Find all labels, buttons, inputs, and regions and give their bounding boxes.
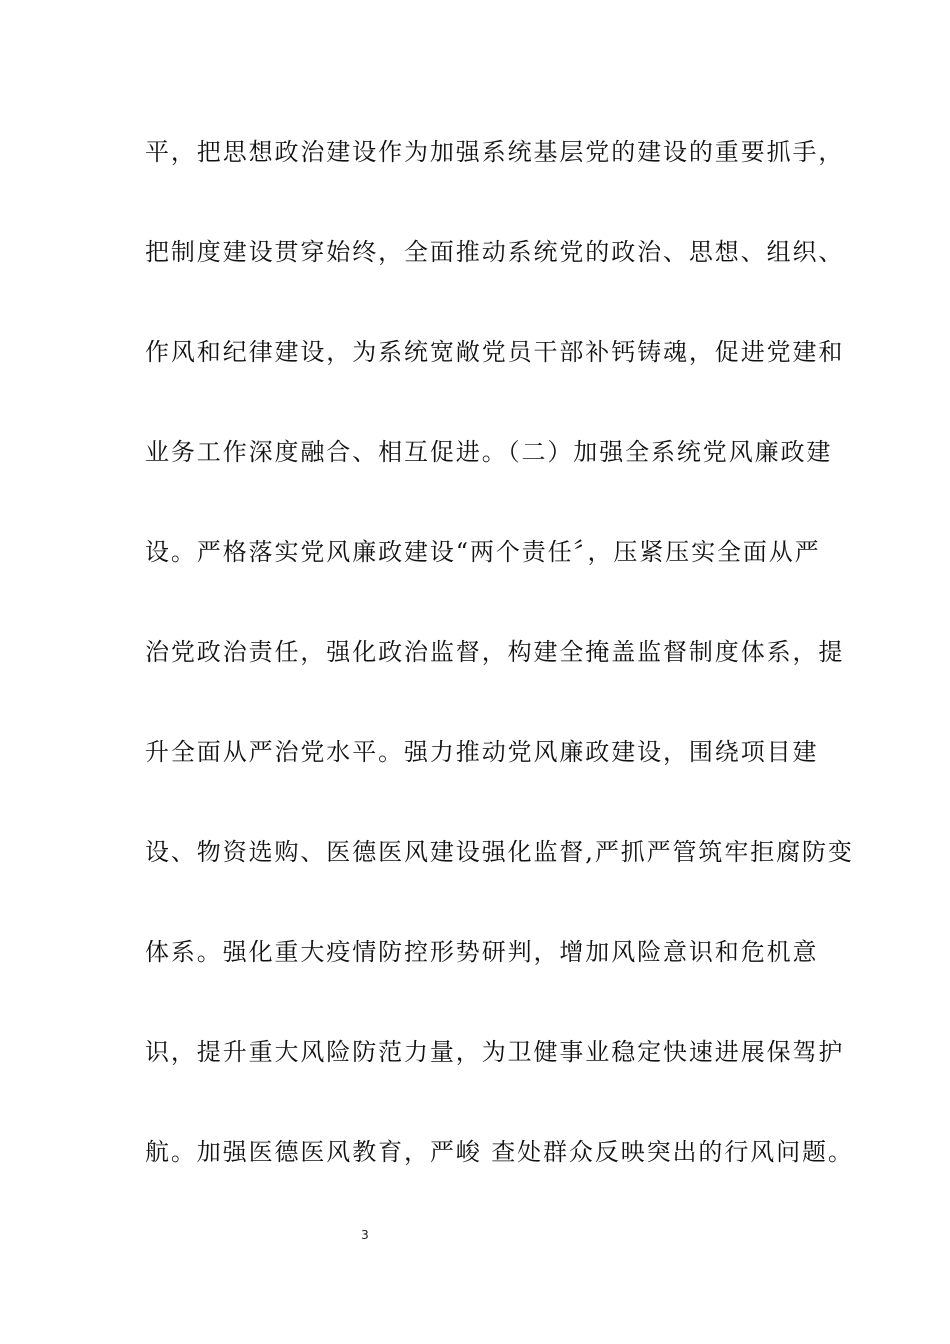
text-line: 把制度建设贯穿始终，全面推动系统党的政治、思想、组织、 [145,238,845,266]
page-number: 3 [361,1228,369,1242]
text-line: 设。严格落实党风廉政建设“两个责任〞，压紧压实全面从严 [145,538,821,566]
text-line: 作风和纪律建设，为系统宽敞党员干部补钙铸魂，促进党建和 [145,338,845,366]
text-line: 平，把思想政治建设作为加强系统基层党的建设的重要抓手， [145,138,845,166]
text-line: 体系。强化重大疫情防控形势研判，增加风险意识和危机意 [145,938,819,966]
text-line: 识，提升重大风险防范力量，为卫健事业稳定快速进展保驾护 [145,1038,845,1066]
text-line: 航。加强医德医风教育，严峻 查处群众反映突出的行风问题。 [145,1138,854,1166]
text-line: 设、物资选购、医德医风建设强化监督,严抓严管筑牢拒腐防变 [145,838,854,866]
text-line: 升全面从严治党水平。强力推动党风廉政建设，围绕项目建 [145,738,819,766]
text-line: 治党政治责任，强化政治监督，构建全掩盖监督制度体系，提 [145,638,845,666]
text-line: 业务工作深度融合、相互促进。（二）加强全系统党风廉政建 [145,438,833,466]
